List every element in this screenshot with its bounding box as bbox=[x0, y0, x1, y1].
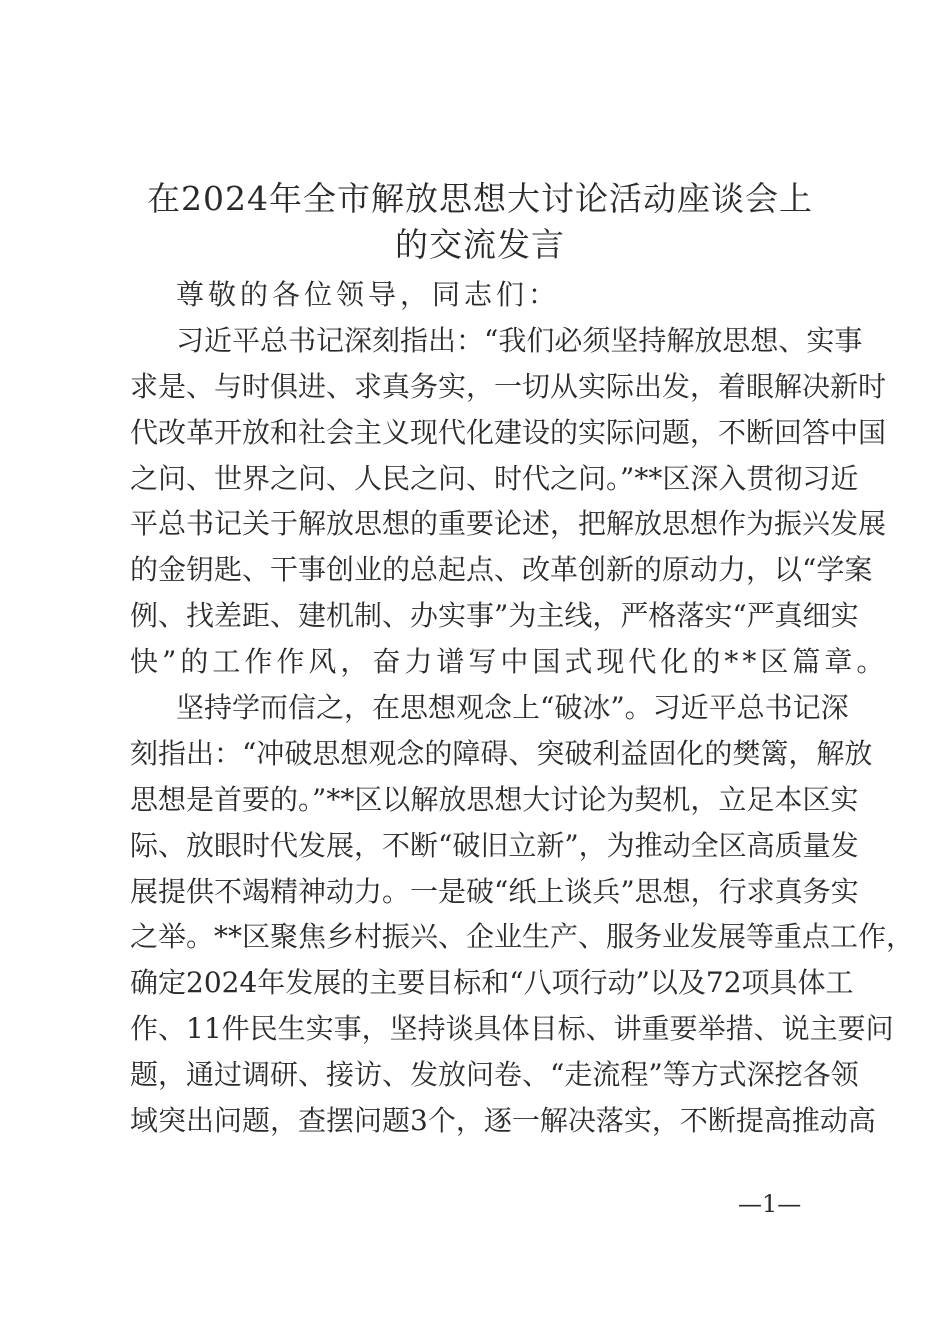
text-line: 确定2024年发展的主要目标和“八项行动”以及72项具体工 bbox=[130, 966, 854, 1000]
text-line: 求是、与时俱进、求真务实，一切从实际出发，着眼解决新时 bbox=[130, 369, 887, 403]
text-line: 例、找差距、建机制、办实事”为主线，严格落实“严真细实 bbox=[130, 599, 859, 633]
text-line: 平总书记关于解放思想的重要论述，把解放思想作为振兴发展 bbox=[130, 507, 887, 541]
text-line: 坚持学而信之，在思想观念上“破冰”。习近平总书记深 bbox=[176, 691, 849, 725]
text-line: 题，通过调研、接访、发放问卷、“走流程”等方式深挖各领 bbox=[130, 1058, 859, 1092]
paragraph-2 bbox=[130, 685, 915, 1144]
page-number: —1— bbox=[738, 1190, 802, 1218]
text-line: 展提供不竭精神动力。一是破“纸上谈兵”思想，行求真务实 bbox=[130, 874, 859, 908]
title-line-1: 在2024年全市解放思想大讨论活动座谈会上 bbox=[147, 179, 813, 218]
text-line: 域突出问题，查摆问题3个，逐一解决落实，不断提高推动高 bbox=[130, 1104, 876, 1138]
title-line-2: 的交流发言 bbox=[395, 225, 565, 264]
text-line: 之问、世界之问、人民之问、时代之问。”**区深入贯彻习近 bbox=[130, 461, 859, 495]
paragraph-1 bbox=[130, 318, 889, 685]
text-line: 际、放眼时代发展，不断“破旧立新”，为推动全区高质量发 bbox=[130, 828, 859, 862]
text-line: 习近平总书记深刻指出：“我们必须坚持解放思想、实事 bbox=[176, 323, 863, 357]
text-line: 代改革开放和社会主义现代化建设的实际问题，不断回答中国 bbox=[130, 415, 887, 449]
document-title bbox=[120, 176, 840, 268]
text-line: 作、11件民生实事，坚持谈具体目标、讲重要举措、说主要问 bbox=[130, 1012, 894, 1046]
text-line: 快”的工作作风，奋力谱写中国式现代化的**区篇章。 bbox=[130, 645, 889, 679]
text-line: 之举。**区聚焦乡村振兴、企业生产、服务业发展等重点工作， bbox=[130, 920, 915, 954]
text-line: 刻指出：“冲破思想观念的障碍、突破利益固化的樊篱，解放 bbox=[130, 736, 873, 770]
text-line: 的金钥匙、干事创业的总起点、改革创新的原动力，以“学案 bbox=[130, 553, 873, 587]
document-body bbox=[130, 272, 915, 1144]
text-line: 思想是首要的。”**区以解放思想大讨论为契机，立足本区实 bbox=[130, 782, 859, 816]
salutation: 尊敬的各位领导，同志们： bbox=[176, 278, 561, 311]
